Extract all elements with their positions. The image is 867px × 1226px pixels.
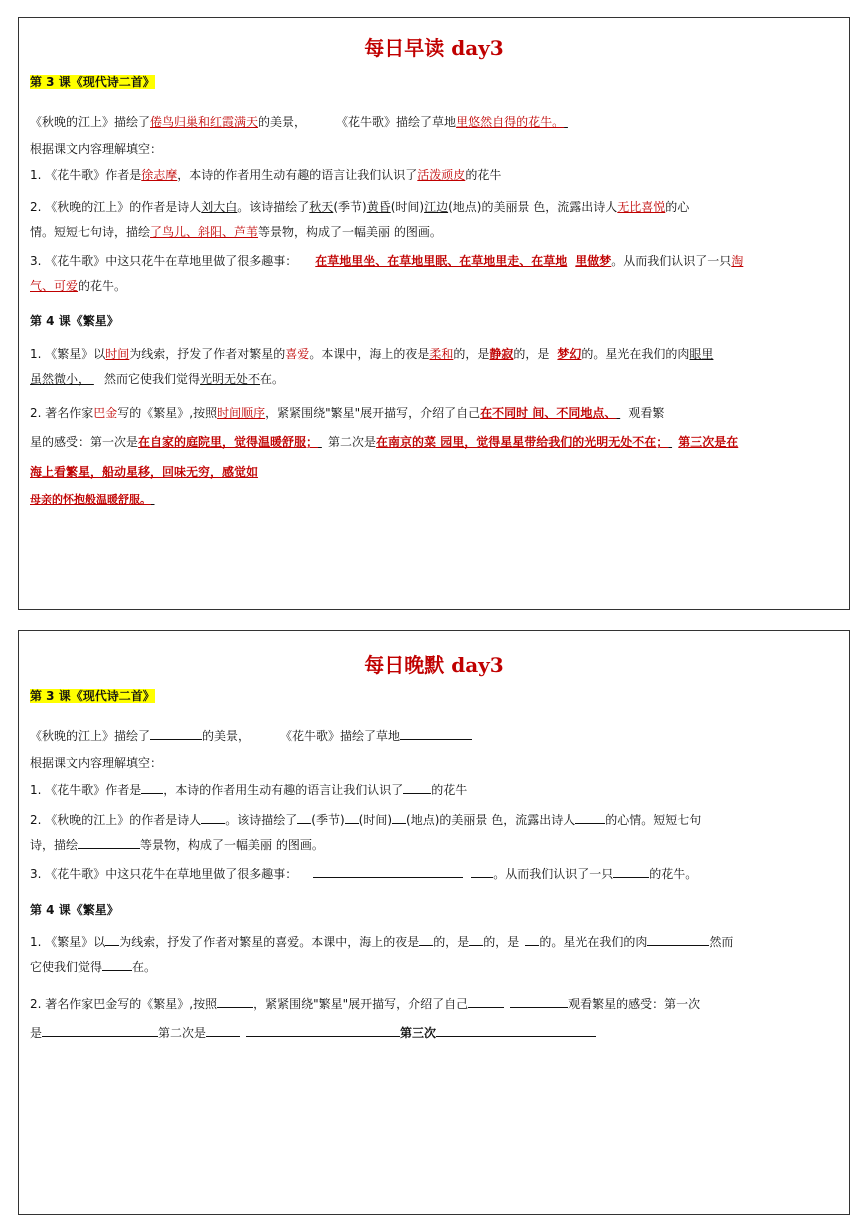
fill-blank[interactable] <box>471 866 493 878</box>
lesson-3-heading: 第 3 课《现代诗二首》 <box>30 689 155 703</box>
fill-blank[interactable] <box>647 934 709 946</box>
fill-blank[interactable] <box>246 1025 400 1037</box>
question-2: 2. 《秋晚的江上》的作者是诗人刘大白。该诗描绘了秋天(季节)黄昏(时间)江边(地点)的美丽景 色，流露出诗人无比喜悦的心 <box>30 200 690 214</box>
answer: 在不同时 间、不同地点、 <box>480 406 617 420</box>
fill-blank[interactable] <box>436 1025 596 1037</box>
answer: 倦鸟归巢和红霞满天 <box>150 115 259 129</box>
fill-blank[interactable] <box>392 812 406 824</box>
evening-dictation-panel: 每日晚默 day3 第 3 课《现代诗二首》 《秋晚的江上》描绘了 的美景， 《花牛歌》描绘了草地 根据课文内容理解填空： 1. 《花牛歌》作者是 ，本诗的作者用生动有趣的语言让我们认识了 的花牛 2. 《秋晚的江上》的作者是诗人 。该诗描绘了 (季节) (时间) (地点)的美丽景 色，流露出诗人 的心情。短短七句 诗，描绘 等景物，构成了一幅美丽 的图画。 3. 《花牛歌》中这只花牛在草地里做了很多趣事： 。从而我们认识了一只 的花牛。 第 4 课《繁星》 1. 《繁星》以 为线索，抒发了作者对繁星的喜爱。本课中，海上的夜是 的，是 的，是 的。星光在我们的肉 然而 它使我们觉得 在。 2. 著名作家巴金写的《繁星》,按照 ，紧紧围绕"繁星"展开描写，介绍了自己 观看繁星的感受：第一次 是 第二次是 第三次 <box>18 630 850 1215</box>
question-5: 2. 著名作家巴金写的《繁星》,按照时间顺序，紧紧围绕"繁星"展开描写，介绍了自己在不同时 间、不同地点、 观看繁 <box>30 406 665 420</box>
answer: 梦幻 <box>557 347 582 361</box>
answer: 徐志摩 <box>141 168 178 182</box>
fill-blank[interactable] <box>78 837 140 849</box>
evening-title: 每日晚默 day3 <box>364 653 504 677</box>
intro-line: 《秋晚的江上》描绘了倦鸟归巢和红霞满天的美景， 《花牛歌》描绘了草地里悠然自得的花牛。 <box>30 115 565 129</box>
answer: 喜爱 <box>285 347 310 361</box>
fill-blank[interactable] <box>575 812 605 824</box>
answer: 柔和 <box>429 347 454 361</box>
fill-blank[interactable] <box>141 782 163 794</box>
answer: 在南京的菜 园里，觉得星星带给我们的光明无处不在； <box>376 435 669 449</box>
fill-blank[interactable] <box>105 934 119 946</box>
answer: 里悠然自得的花牛。 <box>456 115 565 129</box>
fill-blank[interactable] <box>150 728 202 740</box>
fill-blank[interactable] <box>206 1025 240 1037</box>
lesson-3-heading: 第 3 课《现代诗二首》 <box>30 75 155 89</box>
morning-title: 每日早读 day3 <box>364 36 504 60</box>
fill-blank[interactable] <box>42 1025 158 1037</box>
fill-blank[interactable] <box>525 934 539 946</box>
fill-blank[interactable] <box>403 782 431 794</box>
intro-line: 《秋晚的江上》描绘了 的美景， 《花牛歌》描绘了草地 <box>30 727 472 744</box>
answer: 巴金 <box>93 406 118 420</box>
answer: 里做梦 <box>575 254 612 268</box>
question-3: 3. 《花牛歌》中这只花牛在草地里做了很多趣事： 在草地里坐、在草地里眠、在草地里走、在草地 里做梦。从而我们认识了一只淘 <box>30 254 744 268</box>
fill-blank[interactable] <box>217 996 253 1008</box>
fill-blank[interactable] <box>400 728 472 740</box>
question-5: 2. 著名作家巴金写的《繁星》,按照 ，紧紧围绕"繁星"展开描写，介绍了自己 观看繁星的感受：第一次 <box>30 997 701 1011</box>
answer: 淘 <box>731 254 744 268</box>
answer: 海上看繁星，船动星移，回味无穷，感觉如 <box>30 465 259 479</box>
instruction: 根据课文内容理解填空： <box>30 756 163 770</box>
answer: 气、可爱 <box>30 279 79 293</box>
fill-blank[interactable] <box>469 934 483 946</box>
fill-blank[interactable] <box>510 996 568 1008</box>
question-2: 2. 《秋晚的江上》的作者是诗人 。该诗描绘了 (季节) (时间) (地点)的美丽景 色，流露出诗人 的心情。短短七句 <box>30 813 702 827</box>
answer: 时间顺序 <box>217 406 266 420</box>
answer: 无比喜悦 <box>617 200 666 214</box>
question-1: 1. 《花牛歌》作者是徐志摩，本诗的作者用生动有趣的语言让我们认识了活泼顽皮的花牛 <box>30 168 502 182</box>
question-4: 1. 《繁星》以时间为线索，抒发了作者对繁星的喜爱。本课中，海上的夜是柔和的，是静寂的，是 梦幻的。星光在我们的肉眼里 <box>30 347 714 361</box>
answer: 时间 <box>105 347 130 361</box>
instruction: 根据课文内容理解填空： <box>30 142 163 156</box>
fill-blank[interactable] <box>297 812 311 824</box>
answer: 在自家的庭院里，觉得温暖舒服； <box>138 435 319 449</box>
lesson-4-heading: 第 4 课《繁星》 <box>30 903 119 917</box>
answer: 在草地里坐、在草地里眠、在草地里走、在草地 <box>315 254 568 268</box>
question-1: 1. 《花牛歌》作者是 ，本诗的作者用生动有趣的语言让我们认识了 的花牛 <box>30 783 468 797</box>
fill-blank[interactable] <box>419 934 433 946</box>
answer: 活泼顽皮 <box>417 168 466 182</box>
fill-blank[interactable] <box>313 866 463 878</box>
question-4: 1. 《繁星》以 为线索，抒发了作者对繁星的喜爱。本课中，海上的夜是 的，是 的，是 的。星光在我们的肉 然而 <box>30 935 734 949</box>
fill-blank[interactable] <box>201 812 225 824</box>
fill-blank[interactable] <box>468 996 504 1008</box>
fill-blank[interactable] <box>345 812 359 824</box>
fill-blank[interactable] <box>102 959 132 971</box>
answer: 了鸟儿、斜阳、芦苇 <box>150 225 259 239</box>
question-3: 3. 《花牛歌》中这只花牛在草地里做了很多趣事： 。从而我们认识了一只 的花牛。 <box>30 867 698 881</box>
morning-reading-panel: 每日早读 day3 第 3 课《现代诗二首》 《秋晚的江上》描绘了倦鸟归巢和红霞满天的美景， 《花牛歌》描绘了草地里悠然自得的花牛。 根据课文内容理解填空： 1. 《花牛歌》作者是徐志摩，本诗的作者用生动有趣的语言让我们认识了活泼顽皮的花牛 2. 《秋晚的江上》的作者是诗人刘大白。该诗描绘了秋天(季节)黄昏(时间)江边(地点)的美丽景 色，流露出诗人无比喜悦的心 情。短短七句诗，描绘了鸟儿、斜阳、芦苇等景物，构成了一幅美丽 的图画。 3. 《花牛歌》中这只花牛在草地里做了很多趣事： 在草地里坐、在草地里眠、在草地里走、在草地 里做梦。从而我们认识了一只淘 气、可爱的花牛。 第 4 课《繁星》 1. 《繁星》以时间为线索，抒发了作者对繁星的喜爱。本课中，海上的夜是柔和的，是静寂的，是 梦幻的。星光在我们的肉眼里 虽然微小， 然而它使我们觉得光明无处不在。 2. 著名作家巴金写的《繁星》,按照时间顺序，紧紧围绕"繁星"展开描写，介绍了自己在不同时 间、不同地点、 观看繁 星的感受：第一次是在自家的庭院里，觉得温暖舒服； 第二次是在南京的菜 园里，觉得星星带给我们的光明无处不在； 第三次是在 海上看繁星，船动星移，回味无穷，感觉如 母亲的怀抱般温暖舒服。 <box>18 17 850 610</box>
answer: 母亲的怀抱般温暖舒服。 <box>30 493 151 506</box>
answer: 第三次是在 <box>678 435 739 449</box>
fill-blank[interactable] <box>613 866 649 878</box>
lesson-4-heading: 第 4 课《繁星》 <box>30 314 119 328</box>
answer: 静寂 <box>489 347 514 361</box>
